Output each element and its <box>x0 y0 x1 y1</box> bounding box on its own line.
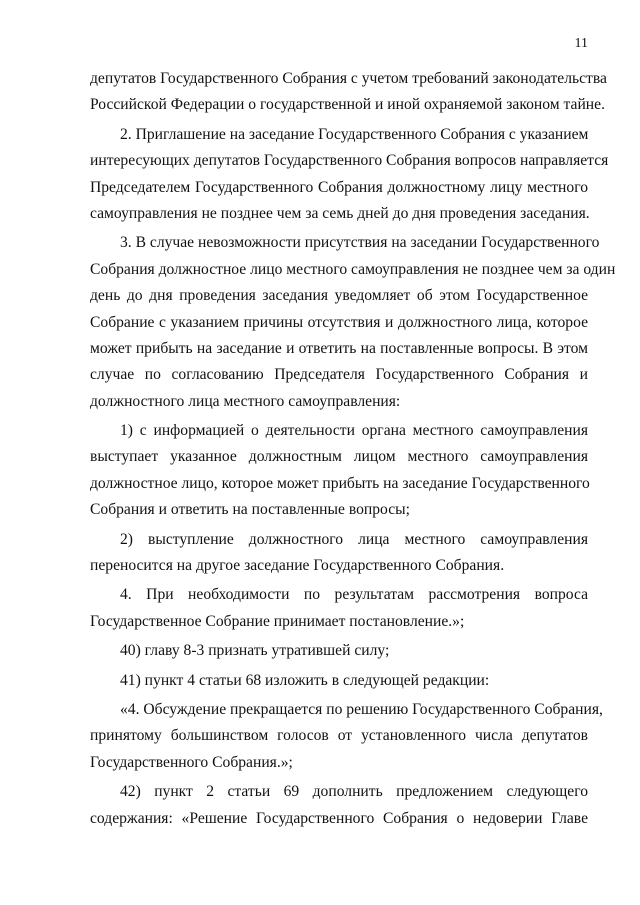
text-line: 40) главу 8-3 признать утратившей силу; <box>120 642 390 660</box>
text-line: 2) выступление должностного лица местного самоуправления <box>120 530 588 548</box>
text-line: Председателем Государственного Собрания должностному лицу местного <box>90 178 588 196</box>
text-line: Российской Федерации о государственной и иной охраняемой законом тайне. <box>90 96 605 114</box>
text-line: Собрания и ответить на поставленные вопросы; <box>90 501 410 519</box>
text-line: выступает указанное должностным лицом местного самоуправления <box>90 448 588 466</box>
text-line: интересующих депутатов Государственного Собрания вопросов направляется <box>90 152 609 170</box>
text-line: должностное лицо, которое может прибыть на заседание Государственного <box>90 474 590 492</box>
text-line: 3. В случае невозможности присутствия на заседании Государственного <box>120 234 600 252</box>
text-line: Государственного Собрания.»; <box>90 753 293 771</box>
text-line: 1) с информацией о деятельности органа местного самоуправления <box>120 422 588 440</box>
text-line: должностного лица местного самоуправления: <box>90 392 401 410</box>
text-line: Государственное Собрание принимает постановление.»; <box>90 612 465 630</box>
text-line: 2. Приглашение на заседание Государственного Собрания с указанием <box>120 125 589 143</box>
text-line: переносится на другое заседание Государственного Собрания. <box>90 557 505 575</box>
text-line: самоуправления не позднее чем за семь дней до дня проведения заседания. <box>90 204 590 222</box>
text-line: содержания: «Решение Государственного Собрания о недоверии Главе <box>90 809 588 827</box>
text-line: может прибыть на заседание и ответить на поставленные вопросы. В этом <box>90 339 588 357</box>
text-line: 42) пункт 2 статьи 69 дополнить предложением следующего <box>120 783 588 801</box>
document-body <box>90 66 616 832</box>
text-line: Собрание с указанием причины отсутствия и должностного лица, которое <box>90 313 588 331</box>
text-line: депутатов Государственного Собрания с учетом требований законодательства <box>90 70 607 87</box>
text-line: случае по согласованию Председателя Государственного Собрания и <box>90 366 588 384</box>
text-line: принятому большинством голосов от установленного числа депутатов <box>90 727 588 745</box>
text-line: день до дня проведения заседания уведомляет об этом Государственное <box>90 287 588 305</box>
page-number: 11 <box>574 36 588 51</box>
text-line: 4. При необходимости по результатам рассмотрения вопроса <box>120 586 588 604</box>
text-line: 41) пункт 4 статьи 68 изложить в следующей редакции: <box>120 671 490 689</box>
text-line: «4. Обсуждение прекращается по решению Государственного Собрания, <box>120 700 603 718</box>
text-line: Собрания должностное лицо местного самоуправления не позднее чем за один <box>90 260 616 278</box>
